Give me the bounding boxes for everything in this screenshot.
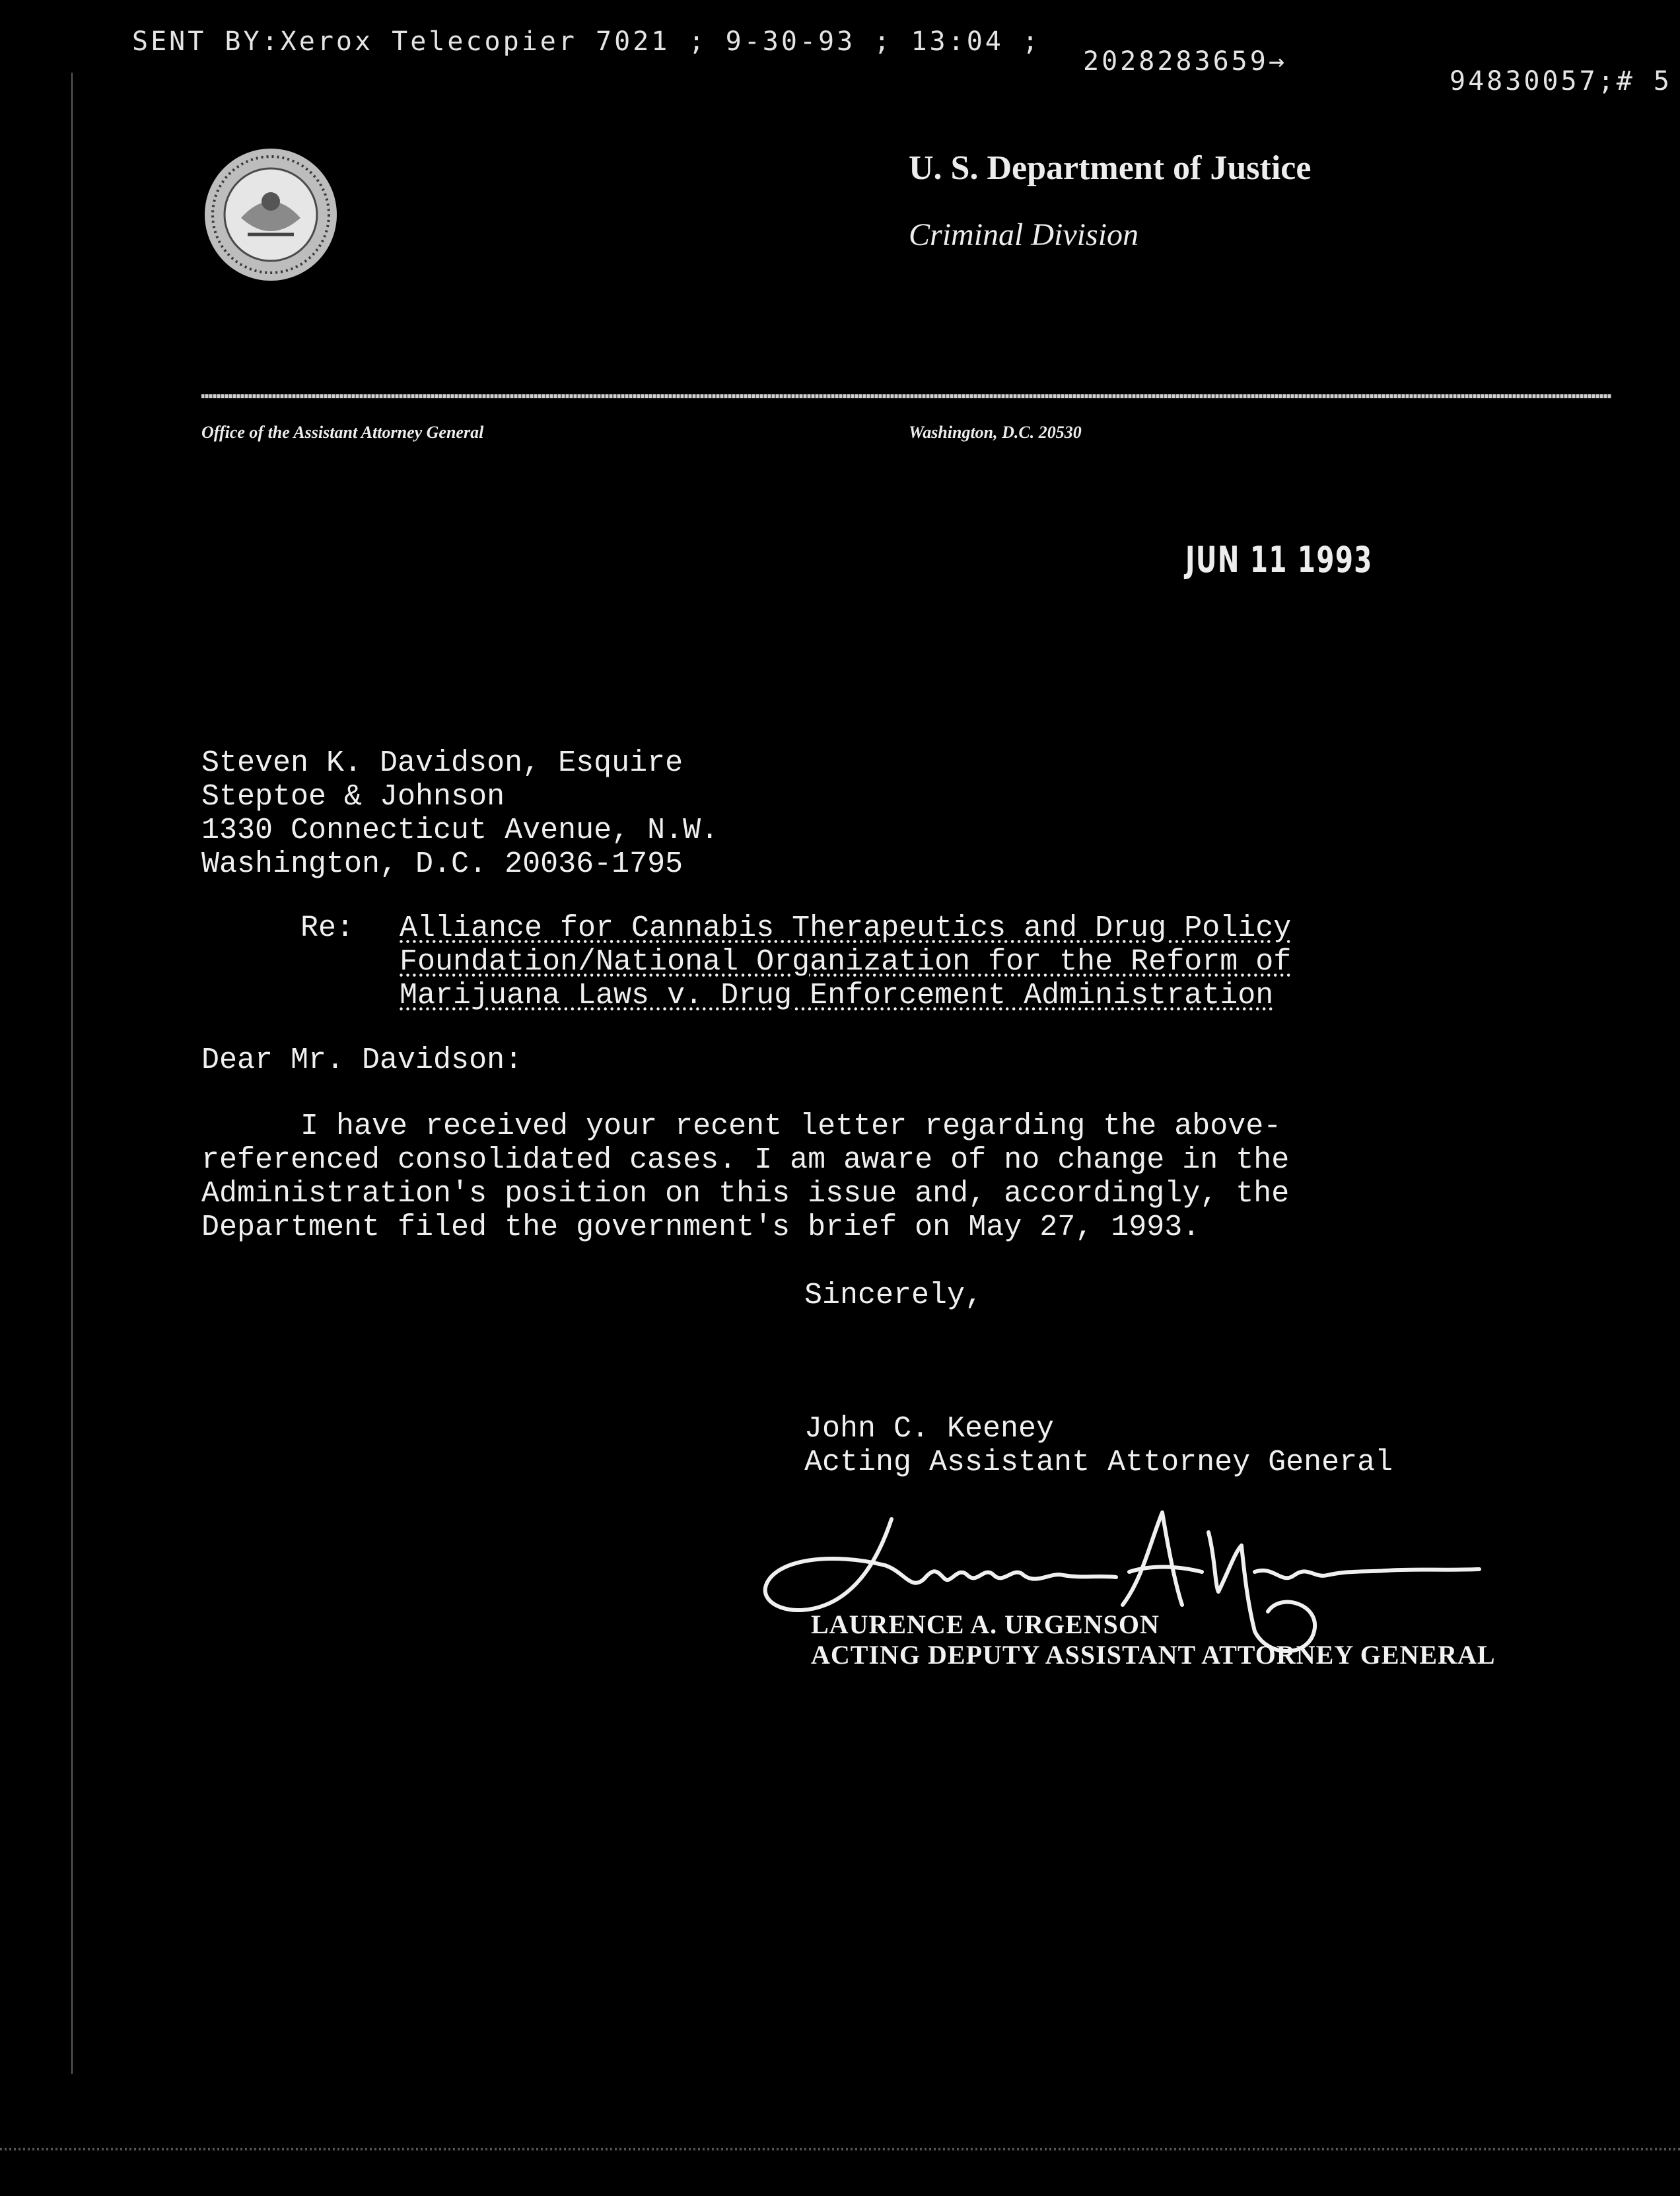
recipient-firm: Steptoe & Johnson bbox=[201, 780, 505, 814]
letterhead-rule bbox=[201, 394, 1611, 398]
doj-seal-icon bbox=[201, 145, 340, 284]
salutation: Dear Mr. Davidson: bbox=[201, 1044, 523, 1077]
bottom-scan-line bbox=[0, 2148, 1680, 2150]
signature-title: Acting Assistant Attorney General bbox=[804, 1446, 1393, 1479]
office-city: Washington, D.C. 20530 bbox=[909, 423, 1082, 442]
closing: Sincerely, bbox=[804, 1279, 983, 1312]
signer-name: LAURENCE A. URGENSON bbox=[811, 1610, 1160, 1639]
re-line-1: Alliance for Cannabis Therapeutics and Drug Policy bbox=[400, 911, 1292, 945]
signature-name: John C. Keeney bbox=[804, 1412, 1055, 1446]
re-line-2: Foundation/National Organization for the Reform of bbox=[400, 945, 1292, 979]
re-line-3: Marijuana Laws v. Drug Enforcement Administration bbox=[400, 979, 1274, 1012]
recipient-city: Washington, D.C. 20036-1795 bbox=[201, 847, 683, 881]
recipient-name: Steven K. Davidson, Esquire bbox=[201, 746, 683, 780]
office-name: Office of the Assistant Attorney General bbox=[201, 423, 484, 442]
fax-sent-by: SENT BY:Xerox Telecopier 7021 ; 9-30-93 ; 13:04 ; bbox=[132, 26, 1041, 57]
re-label: Re: bbox=[300, 911, 355, 945]
division-name: Criminal Division bbox=[909, 217, 1139, 252]
body-line-4: Department filed the government's brief on May 27, 1993. bbox=[201, 1211, 1201, 1244]
recipient-street: 1330 Connecticut Avenue, N.W. bbox=[201, 814, 719, 847]
signer-title: ACTING DEPUTY ASSISTANT ATTORNEY GENERAL bbox=[811, 1640, 1496, 1670]
body-line-2: referenced consolidated cases. I am aware of no change in the bbox=[201, 1143, 1290, 1177]
fax-phone-number: 2028283659→ bbox=[1083, 46, 1287, 77]
fax-page-ref: 94830057;# 5 bbox=[1450, 66, 1672, 96]
body-line-1: I have received your recent letter regarding the above- bbox=[300, 1110, 1282, 1143]
body-line-3: Administration's position on this issue and, accordingly, the bbox=[201, 1177, 1290, 1211]
left-margin-line bbox=[71, 73, 73, 2074]
date-stamp: JUN 11 1993 bbox=[1185, 539, 1373, 581]
department-name: U. S. Department of Justice bbox=[909, 149, 1312, 187]
